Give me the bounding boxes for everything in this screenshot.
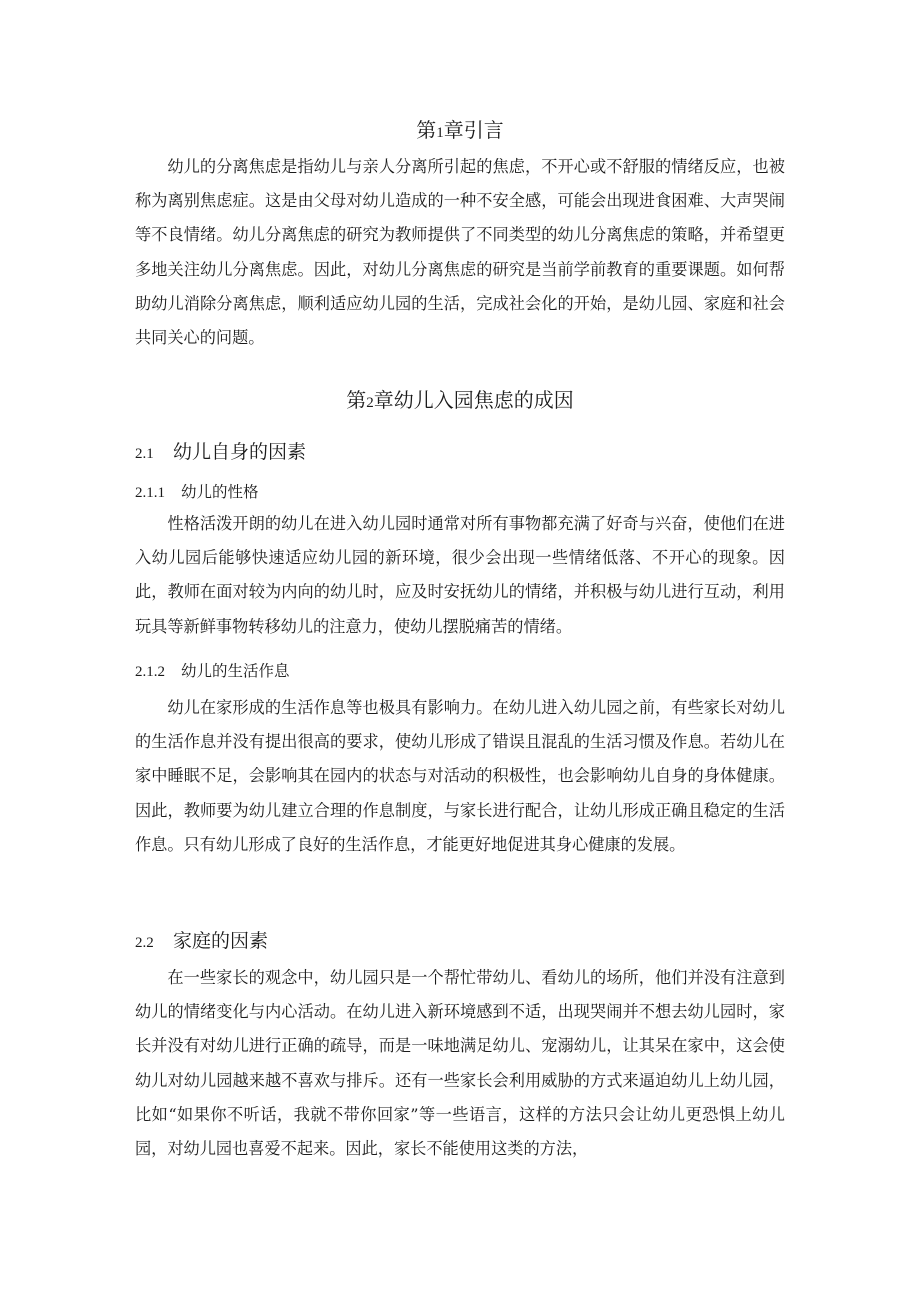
subsection-2-1-1-number: 2.1.1 bbox=[135, 485, 165, 501]
section-2-2-heading bbox=[135, 926, 268, 958]
chapter-1-title bbox=[0, 116, 920, 147]
section-2-1-heading bbox=[135, 437, 306, 469]
subsection-2-1-2-number: 2.1.2 bbox=[135, 664, 165, 680]
section-2-1-title: 幼儿自身的因素 bbox=[173, 441, 307, 463]
chapter-2-number: 2 bbox=[366, 395, 374, 411]
chapter-2-title bbox=[0, 386, 920, 417]
section-2-1-number: 2.1 bbox=[135, 446, 154, 462]
chapter-1-prefix: 第 bbox=[416, 118, 437, 142]
chapter-2-prefix: 第 bbox=[346, 388, 367, 412]
chapter-2-suffix: 章幼儿入园焦虑的成因 bbox=[373, 388, 574, 412]
subsection-2-1-2-paragraph: 幼儿在家形成的生活作息等也极具有影响力。在幼儿进入幼儿园之前，有些家长对幼儿的生活作息并没有提出很高的要求，使幼儿形成了错误且混乱的生活习惯及作息。若幼儿在家中睡眠不足，会影响其在园内的状态与对活动的积极性，也会影响幼儿自身的身体健康。因此，教师要为幼儿建立合理的作息制度，与家长进行配合，让幼儿形成正确且稳定的生活作息。只有幼儿形成了良好的生活作息，才能更好地促进其身心健康的发展。 bbox=[135, 698, 785, 854]
subsection-2-1-1-title: 幼儿的性格 bbox=[181, 483, 259, 501]
section-2-2-paragraph: 在一些家长的观念中，幼儿园只是一个帮忙带幼儿、看幼儿的场所，他们并没有注意到幼儿的情绪变化与内心活动。在幼儿进入新环境感到不适，出现哭闹并不想去幼儿园时，家长并没有对幼儿进行正确的疏导，而是一味地满足幼儿、宠溺幼儿，让其呆在家中，这会使幼儿对幼儿园越来越不喜欢与排斥。还有一些家长会利用威胁的方式来逼迫幼儿上幼儿园，比如“如果你不听话，我就不带你回家”等一些语言，这样的方法只会让幼儿更恐惧上幼儿园，对幼儿园也喜爱不起来。因此，家长不能使用这类的方法， bbox=[135, 968, 785, 1159]
section-2-2-title: 家庭的因素 bbox=[173, 930, 269, 952]
subsection-2-1-2-title: 幼儿的生活作息 bbox=[181, 662, 290, 680]
chapter-1-suffix: 章引言 bbox=[443, 118, 504, 142]
chapter-1-paragraph: 幼儿的分离焦虑是指幼儿与亲人分离所引起的焦虑，不开心或不舒服的情绪反应，也被称为离别焦虑症。这是由父母对幼儿造成的一种不安全感，可能会出现进食困难、大声哭闹等不良情绪。幼儿分离焦虑的研究为教师提供了不同类型的幼儿分离焦虑的策略，并希望更多地关注幼儿分离焦虑。因此，对幼儿分离焦虑的研究是当前学前教育的重要课题。如何帮助幼儿消除分离焦虑，顺利适应幼儿园的生活，完成社会化的开始，是幼儿园、家庭和社会共同关心的问题。 bbox=[135, 157, 785, 348]
section-2-2-number: 2.2 bbox=[135, 935, 154, 951]
subsection-2-1-1-heading bbox=[135, 478, 259, 507]
subsection-2-1-1-paragraph: 性格活泼开朗的幼儿在进入幼儿园时通常对所有事物都充满了好奇与兴奋，使他们在进入幼儿园后能够快速适应幼儿园的新环境，很少会出现一些情绪低落、不开心的现象。因此，教师在面对较为内向的幼儿时，应及时安抚幼儿的情绪，并积极与幼儿进行互动，利用玩具等新鲜事物转移幼儿的注意力，使幼儿摆脱痛苦的情绪。 bbox=[135, 514, 785, 636]
subsection-2-1-2-heading bbox=[135, 657, 290, 686]
chapter-1-number: 1 bbox=[436, 125, 444, 141]
